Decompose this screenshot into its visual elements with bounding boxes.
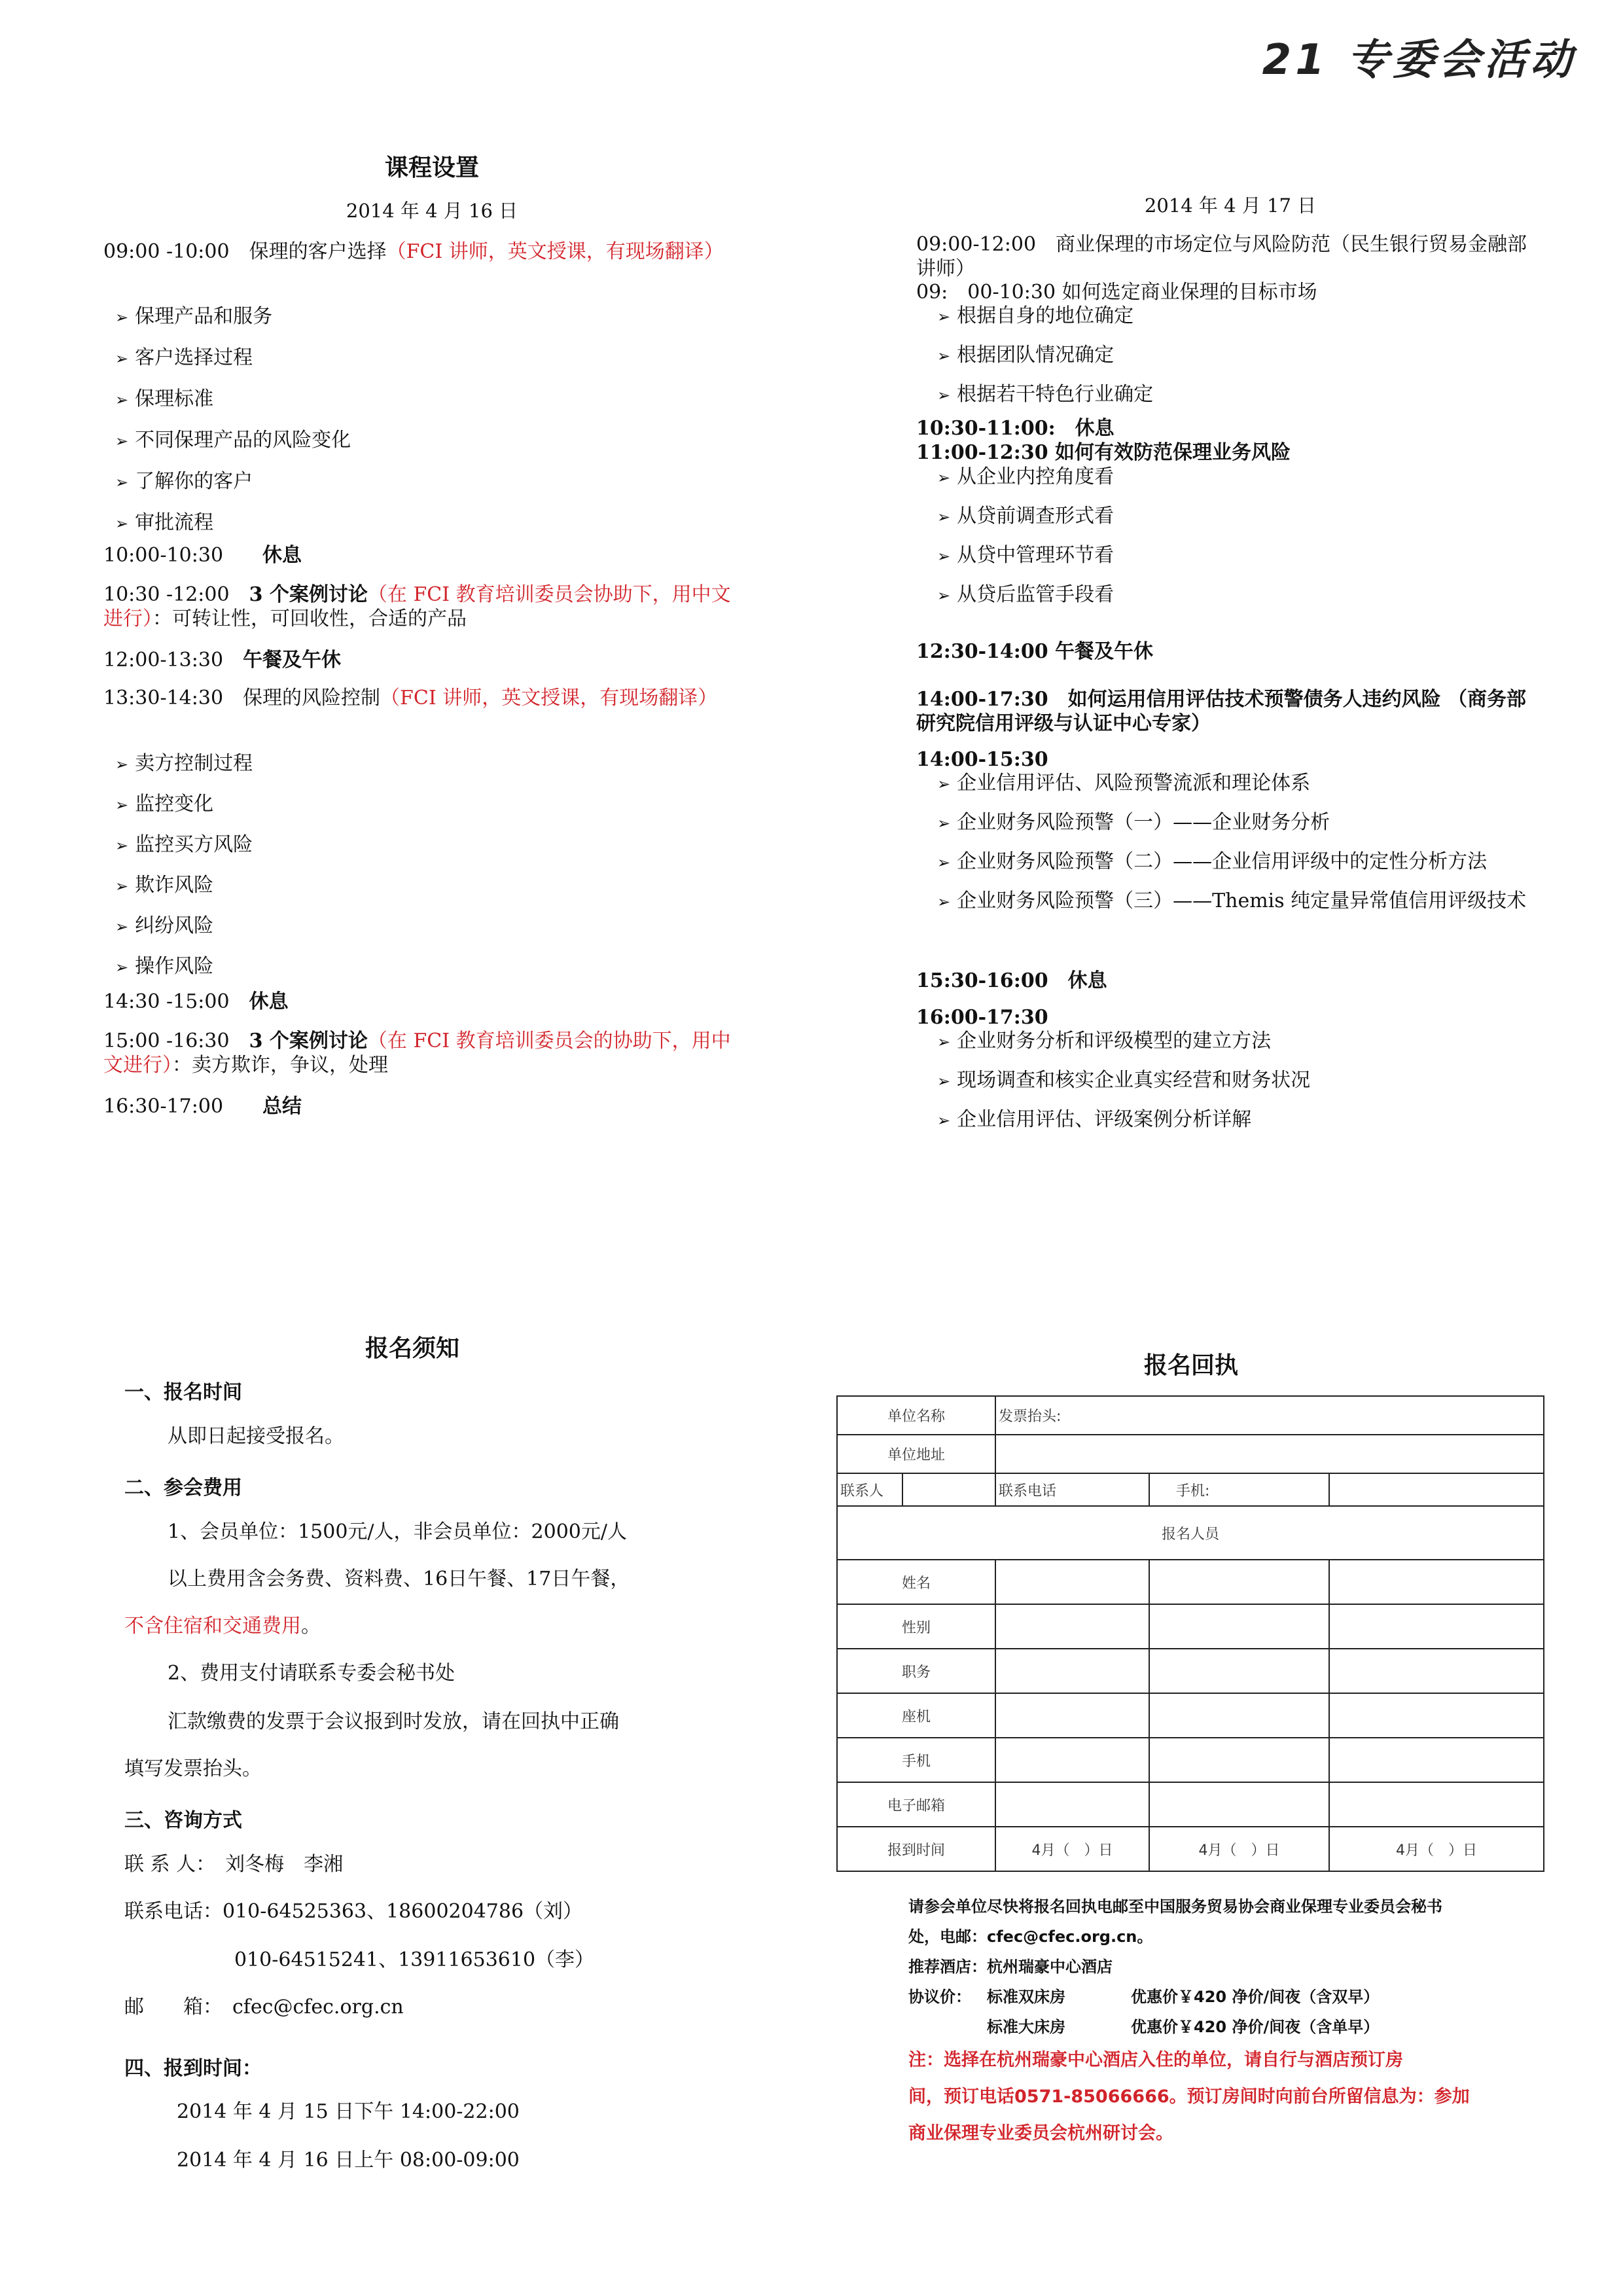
- attendee-cell[interactable]: [995, 1782, 1149, 1827]
- mobile-label: 手机:: [1149, 1473, 1329, 1506]
- price-line-2: [908, 2012, 1556, 2042]
- lunch-time: 12:00-13:30: [103, 649, 224, 672]
- end-time: 16:30-17:00: [103, 1095, 224, 1118]
- list-item: ➢ 根据若干特色行业确定: [937, 382, 1153, 408]
- receipt-form: [836, 1395, 1544, 1872]
- day2-break2: 15:30-16:00 休息: [916, 969, 1107, 992]
- room-type-1: 标准双床房: [987, 1988, 1065, 2006]
- attendee-cell[interactable]: [995, 1693, 1149, 1738]
- day1-session2: [103, 686, 745, 710]
- reg-section-3: 三、咨询方式: [124, 1809, 242, 1832]
- attendee-cell[interactable]: [995, 1560, 1149, 1604]
- case-rest: ：可转让性，可回收性，合适的产品: [152, 607, 467, 630]
- arrival-time-2: 2014 年 4 月 16 日上午 08:00-09:00: [177, 2149, 520, 2172]
- reg-time-text: 从即日起接受报名。: [168, 1425, 344, 1448]
- day1-session1: [103, 240, 745, 264]
- session-topic: 保理的风险控制: [243, 687, 381, 709]
- day2-date: 2014 年 4 月 17 日: [1144, 194, 1317, 217]
- attendee-cell[interactable]: [995, 1604, 1149, 1649]
- list-item: ➢ 企业财务风险预警（一）——企业财务分析: [937, 810, 1546, 836]
- day1-lunch: [103, 648, 341, 672]
- reg-section-1: 一、报名时间: [124, 1381, 242, 1404]
- list-item: ➢ 根据团队情况确定: [937, 343, 1153, 368]
- contact-email: 邮 箱： cfec@cfec.org.cn: [124, 1996, 404, 2018]
- contact-label: 联系人: [837, 1473, 902, 1506]
- break-time: 14:30 -15:00: [103, 990, 230, 1013]
- day2-a2-list: [937, 1029, 1310, 1133]
- arrival-time-1: 2014 年 4 月 15 日下午 14:00-22:00: [177, 2100, 520, 2123]
- list-item: ➢ 操作风险: [115, 954, 253, 980]
- contact-field[interactable]: [902, 1473, 995, 1506]
- row-label: 姓名: [837, 1560, 995, 1604]
- contact-phone-2: 010-64515241、13911653610（李）: [234, 1948, 595, 1971]
- case-topic: 3 个案例讨论: [249, 583, 368, 606]
- day2-afternoon-block: 14:00-17:30 如何运用信用评估技术预警债务人违约风险 （商务部研究院信用评级与认证中心专家）: [916, 688, 1527, 735]
- list-item: ➢ 企业财务分析和评级模型的建立方法: [937, 1029, 1310, 1054]
- contact-person: 联 系 人： 刘冬梅 李湘: [124, 1853, 344, 1876]
- fee-line: 1、会员单位：1500元/人，非会员单位：2000元/人: [168, 1520, 627, 1543]
- attendee-cell[interactable]: [1149, 1782, 1329, 1827]
- day2-a1-head: 14:00-15:30: [916, 748, 1048, 771]
- fee-exclude-line: [124, 1614, 321, 1638]
- break-time: 10:00-10:30: [103, 544, 224, 567]
- fee-exclude-end: 。: [301, 1615, 321, 1638]
- list-item: ➢ 保理产品和服务: [115, 304, 351, 330]
- invoice-line-1: 汇款缴费的发票于会议报到时发放，请在回执中正确: [168, 1710, 619, 1733]
- day1-session2-list: [115, 751, 253, 980]
- reg-section-4: 四、报到时间：: [124, 2057, 262, 2080]
- case-topic: 3 个案例讨论: [249, 1030, 368, 1052]
- list-item: ➢ 欺诈风险: [115, 873, 253, 899]
- list-item: ➢ 监控买方风险: [115, 833, 253, 858]
- day1-case2: [103, 1029, 745, 1077]
- break-label: 休息: [249, 990, 289, 1013]
- day2-morning-block: 09:00-12:00 商业保理的市场定位与风险防范（民生银行贸易金融部讲师）: [916, 233, 1527, 280]
- note-line-2: 处，电邮：cfec@cfec.org.cn。: [908, 1928, 1153, 1946]
- attendee-cell[interactable]: [995, 1649, 1149, 1693]
- receipt-notes: [908, 1892, 1556, 2152]
- contact-phone-label: 联系电话: [995, 1473, 1149, 1506]
- list-item: ➢ 企业财务风险预警（三）——Themis 纯定量异常值信用评级技术: [937, 889, 1546, 914]
- arrival-cell[interactable]: 4月（ ）日: [995, 1827, 1149, 1871]
- case-rest: ：卖方欺诈，争议，处理: [172, 1054, 388, 1077]
- day2-m1-list: [937, 304, 1153, 408]
- unit-address-field[interactable]: [995, 1435, 1544, 1473]
- price-line-1: [908, 1982, 1556, 2012]
- session-note: （FCI 讲师，英文授课，有现场翻译）: [380, 687, 718, 709]
- list-item: ➢ 企业信用评估、评级案例分析详解: [937, 1107, 1310, 1133]
- day2-m2-head: 11:00-12:30 如何有效防范保理业务风险: [916, 441, 1291, 464]
- list-item: ➢ 保理标准: [115, 387, 351, 412]
- red-note-1: 注：选择在杭州瑞豪中心酒店入住的单位，请自行与酒店预订房: [908, 2050, 1403, 2070]
- room-type-2: 标准大床房: [987, 2018, 1065, 2036]
- attendee-cell[interactable]: [995, 1738, 1149, 1782]
- invoice-title-field[interactable]: 发票抬头:: [995, 1396, 1544, 1435]
- row-label: 手机: [837, 1738, 995, 1782]
- list-item: ➢ 纠纷风险: [115, 914, 253, 939]
- case-note: （在 FCI 教育培训委员会的协助下，用中文进行）: [103, 1030, 731, 1077]
- day1-case1: [103, 583, 745, 631]
- list-item: ➢ 企业信用评估、风险预警流派和理论体系: [937, 771, 1546, 797]
- unit-address-label: 单位地址: [837, 1435, 995, 1473]
- invoice-line-2: 填写发票抬头。: [124, 1757, 262, 1780]
- list-item: ➢ 从贷中管理环节看: [937, 543, 1114, 569]
- contact-phone-1: 联系电话：010-64525363、18600204786（刘）: [124, 1900, 583, 1923]
- day2-a2-head: 16:00-17:30: [916, 1006, 1048, 1029]
- registration-title: 报名须知: [365, 1335, 459, 1362]
- day2-lunch: 12:30-14:00 午餐及午休: [916, 640, 1154, 663]
- attendee-cell[interactable]: [1149, 1604, 1329, 1649]
- row-label: 职务: [837, 1649, 995, 1693]
- brand-title: 21 专委会活动: [1262, 36, 1576, 84]
- attendee-cell[interactable]: [1149, 1560, 1329, 1604]
- attendee-cell[interactable]: [1149, 1693, 1329, 1738]
- attendee-cell[interactable]: [1329, 1738, 1544, 1782]
- day2-m1-head: 09: 00-10:30 如何选定商业保理的目标市场: [916, 281, 1317, 304]
- session-time: 09:00 -10:00: [103, 240, 230, 263]
- day1-date: 2014 年 4 月 16 日: [346, 200, 518, 222]
- list-item: ➢ 从企业内控角度看: [937, 465, 1114, 490]
- price-label: 协议价：: [908, 1988, 971, 2006]
- room-price-1: 优惠价￥420 净价/间夜（含双早）: [1131, 1988, 1380, 2006]
- arrival-cell[interactable]: 4月（ ）日: [1329, 1827, 1544, 1871]
- list-item: ➢ 审批流程: [115, 511, 351, 536]
- case-time: 10:30 -12:00: [103, 583, 230, 606]
- day2-a1-list: [937, 771, 1546, 914]
- unit-name-label: 单位名称: [837, 1396, 995, 1435]
- row-label: 性别: [837, 1604, 995, 1649]
- room-price-2: 优惠价￥420 净价/间夜（含单早）: [1131, 2018, 1380, 2036]
- end-label: 总结: [262, 1095, 302, 1118]
- fee-exclude: 不含住宿和交通费用: [124, 1615, 301, 1638]
- list-item: ➢ 卖方控制过程: [115, 751, 253, 777]
- day1-session1-list: [115, 304, 351, 536]
- list-item: ➢ 不同保理产品的风险变化: [115, 428, 351, 454]
- day2-m2-list: [937, 465, 1114, 608]
- day1-end: [103, 1094, 302, 1119]
- attendees-header: 报名人员: [837, 1506, 1544, 1560]
- red-note-2: 间，预订电话0571-85066666。预订房间时向前台所留信息为：参加: [908, 2087, 1470, 2107]
- list-item: ➢ 监控变化: [115, 792, 253, 817]
- arrival-label: 报到时间: [837, 1827, 995, 1871]
- attendee-cell[interactable]: [1329, 1604, 1544, 1649]
- list-item: ➢ 客户选择过程: [115, 346, 351, 371]
- list-item: ➢ 企业财务风险预警（二）——企业信用评级中的定性分析方法: [937, 850, 1546, 875]
- session-note: （FCI 讲师，英文授课，有现场翻译）: [386, 240, 724, 263]
- session-topic: 保理的客户选择: [249, 240, 387, 263]
- arrival-cell[interactable]: 4月（ ）日: [1149, 1827, 1329, 1871]
- row-label: 电子邮箱: [837, 1782, 995, 1827]
- break-label: 休息: [262, 544, 302, 567]
- case-note: （在 FCI 教育培训委员会协助下，用中文进行）: [103, 583, 731, 630]
- reg-section-2: 二、参会费用: [124, 1477, 242, 1499]
- note-line-1: 请参会单位尽快将报名回执电邮至中国服务贸易协会商业保理专业委员会秘书: [908, 1897, 1442, 1916]
- session-time: 13:30-14:30: [103, 687, 224, 709]
- attendee-cell[interactable]: [1149, 1738, 1329, 1782]
- list-item: ➢ 从贷后监管手段看: [937, 583, 1114, 608]
- case-time: 15:00 -16:30: [103, 1030, 230, 1052]
- day1-break1: [103, 543, 302, 567]
- hotel-line: 推荐酒店：杭州瑞豪中心酒店: [908, 1958, 1113, 1976]
- day1-break2: [103, 990, 289, 1014]
- list-item: ➢ 从贷前调查形式看: [937, 504, 1114, 529]
- list-item: ➢ 根据自身的地位确定: [937, 304, 1153, 329]
- attendee-cell[interactable]: [1329, 1782, 1544, 1827]
- list-item: ➢ 现场调查和核实企业真实经营和财务状况: [937, 1068, 1310, 1094]
- fee-include: 以上费用含会务费、资料费、16日午餐、17日午餐，: [168, 1568, 630, 1590]
- lunch-label: 午餐及午休: [243, 649, 342, 672]
- mobile-field[interactable]: [1329, 1473, 1544, 1506]
- list-item: ➢ 了解你的客户: [115, 469, 351, 495]
- attendee-cell[interactable]: [1329, 1693, 1544, 1738]
- receipt-title: 报名回执: [1143, 1352, 1238, 1379]
- red-note-3: 商业保理专业委员会杭州研讨会。: [908, 2123, 1173, 2144]
- course-title: 课程设置: [384, 154, 479, 181]
- attendee-cell[interactable]: [1329, 1649, 1544, 1693]
- day2-break1: 10:30-11:00: 休息: [916, 417, 1115, 440]
- row-label: 座机: [837, 1693, 995, 1738]
- attendee-cell[interactable]: [1149, 1649, 1329, 1693]
- attendee-cell[interactable]: [1329, 1560, 1544, 1604]
- pay-line: 2、费用支付请联系专委会秘书处: [168, 1662, 455, 1685]
